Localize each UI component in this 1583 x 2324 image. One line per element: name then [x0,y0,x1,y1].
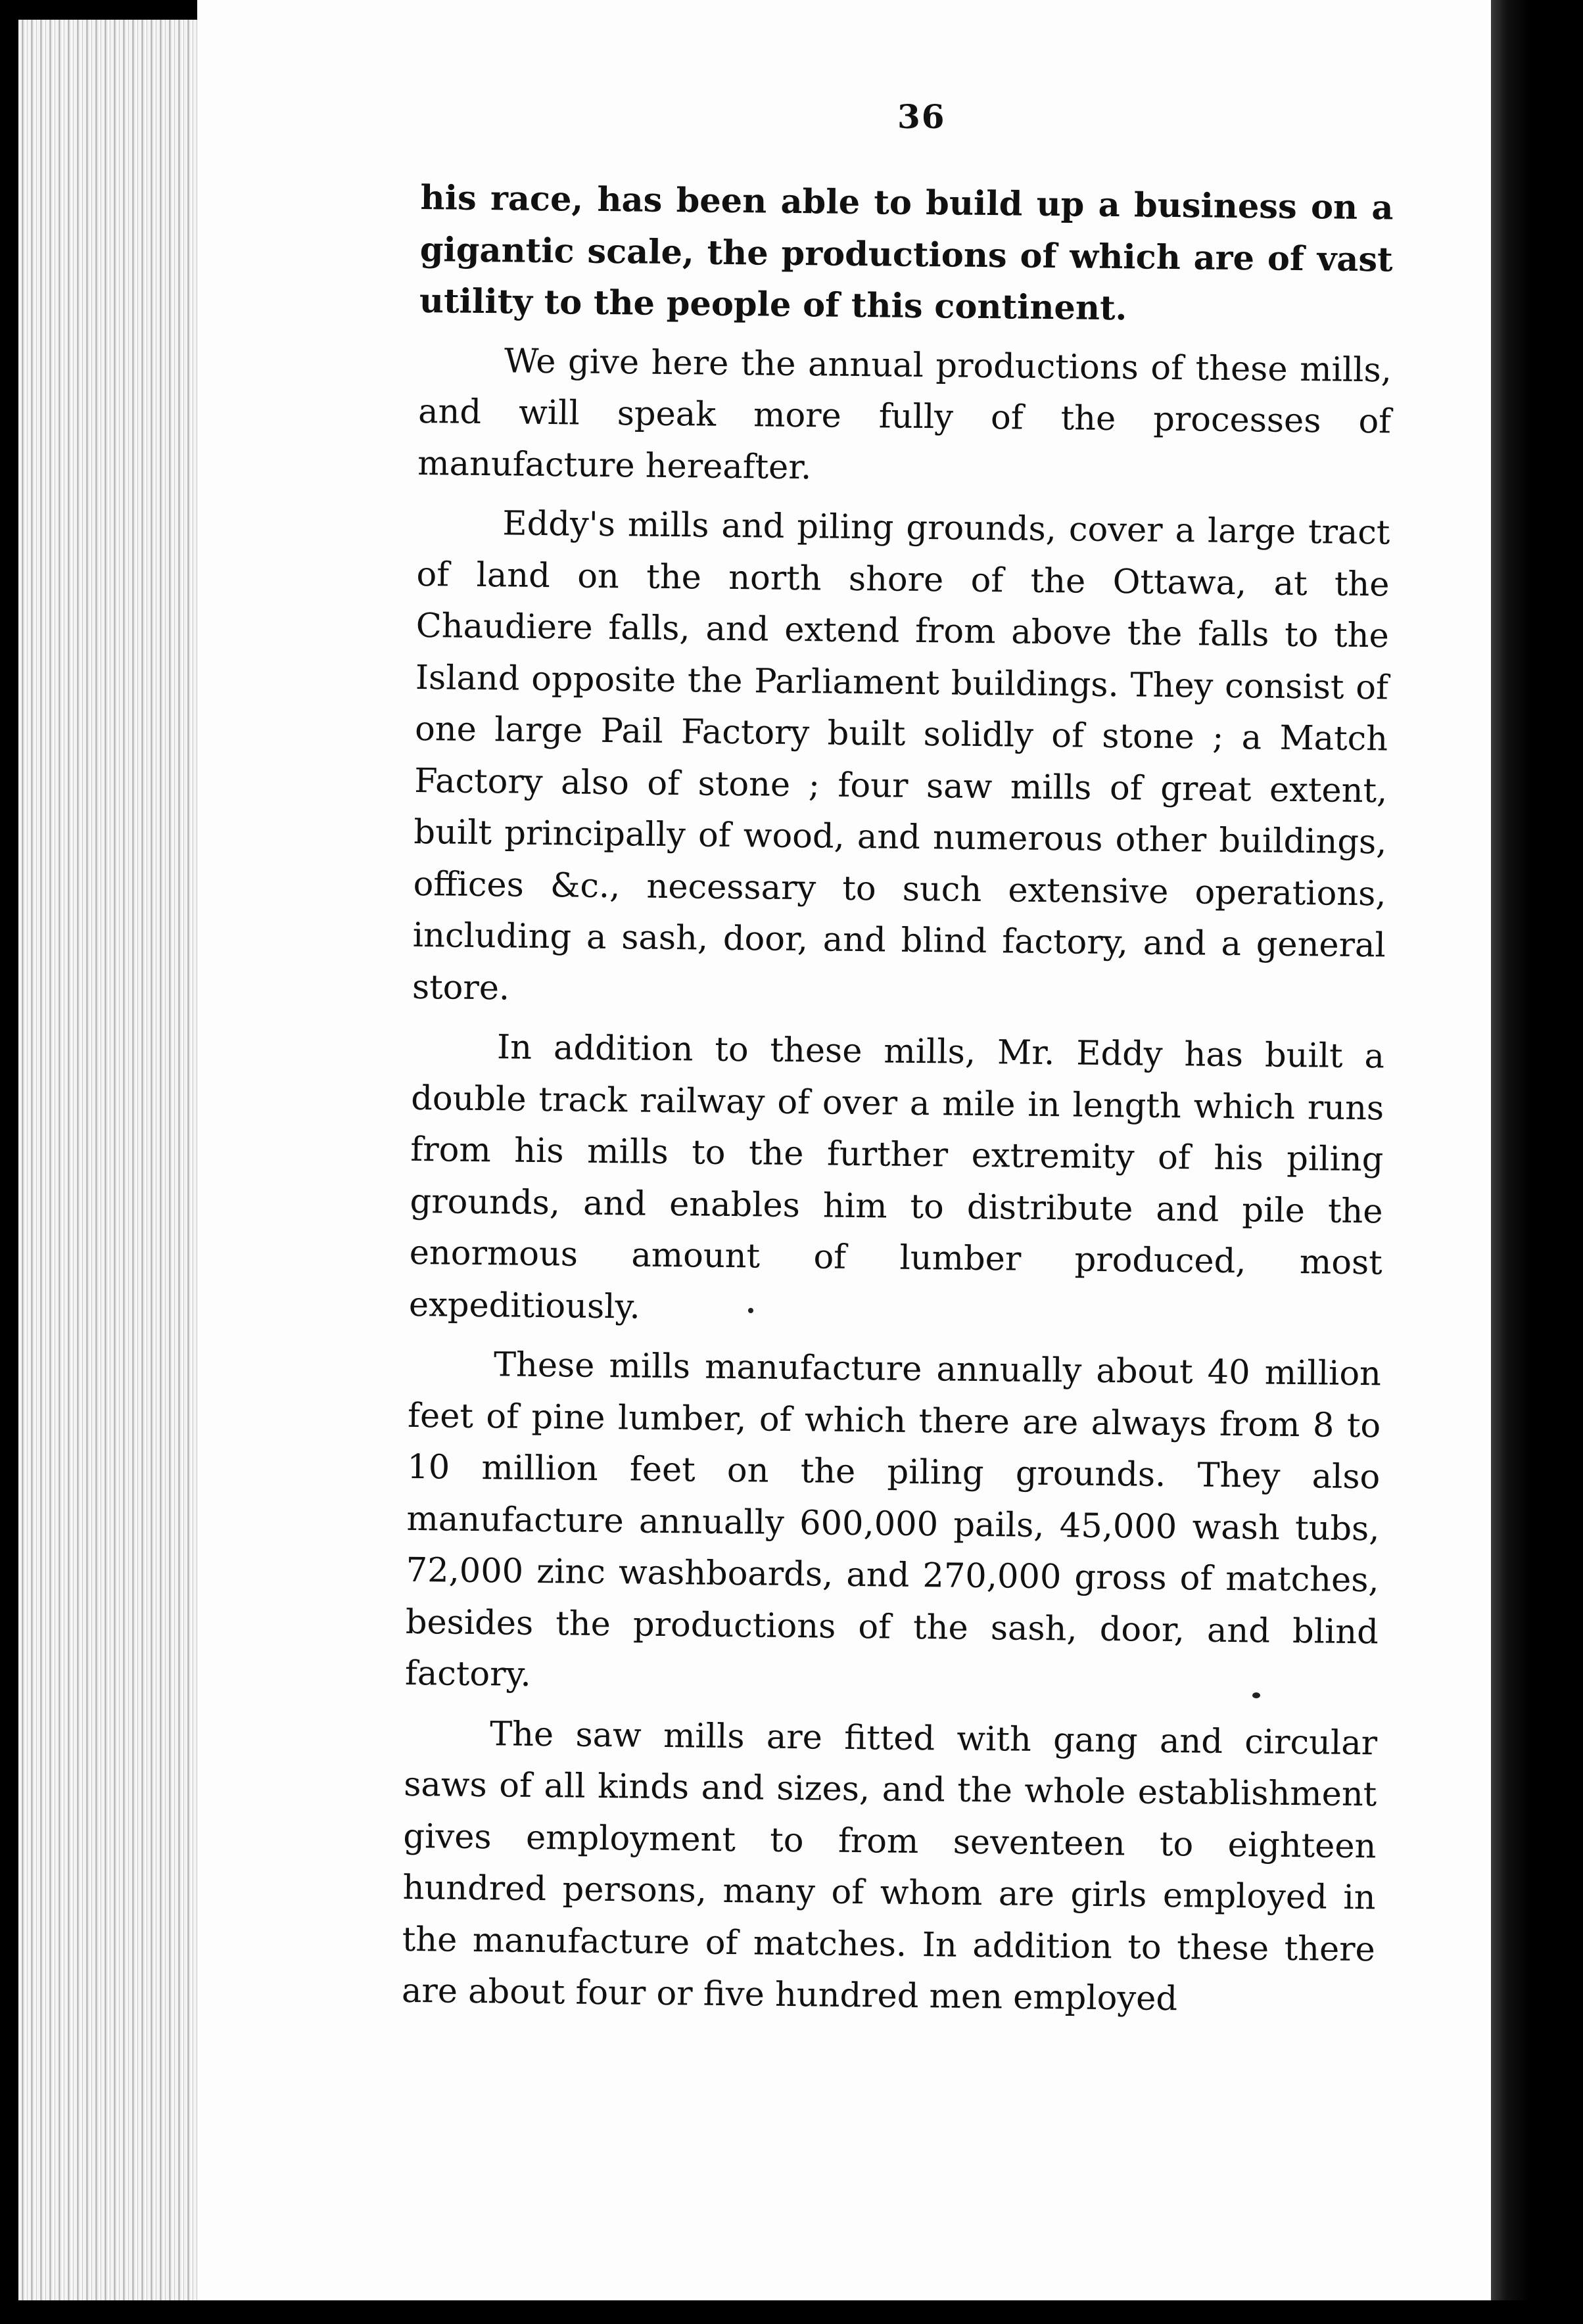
paragraph: his race, has been able to build up a business on a gigantic scale, the productions of which are of vast utility to the people of this continent. [419,177,1394,329]
body-text [401,172,1393,2035]
ink-speck [1252,1692,1260,1698]
scan-border [0,2300,1583,2324]
paragraph: Eddy's mills and piling grounds, cover a large tract of land on the north shore of the Ottawa, at the Chaudiere falls, and extend from above the falls to the Island opposite the Parliament buildings. They consist of one large Pail Factory built solidly of stone ; a Match Factory also of stone ; four saw mills of great extent, built principally of wood, and numerous other buildings, offices &c., necessary to such extensive operations, including a sash, door, and blind factory, and a general store. [412,504,1390,1008]
page-number: 36 [897,97,946,136]
paragraph: In addition to these mills, Mr. Eddy has built a double track railway of over a mile in length which runs from his mills to the further extremity of his piling grounds, and enables him to distribute and pile the enormous amount of lumber produced, most expeditiously. [408,1028,1385,1327]
paragraph: The saw mills are fitted with gang and circular saws of all kinds and sizes, and the whole establishment gives employment to from seventeen to eighteen hundred persons, many of whom are girls employed in the manufacture of matches. In addition to these there are about four or five hundred men employed [401,1714,1378,2019]
ink-speck [748,1308,753,1313]
book-spine [1491,0,1530,2324]
page-edges [18,20,202,2300]
paragraph: We give here the annual productions of these mills, and will speak more fully of the processes of manufacture hereafter. [417,341,1392,487]
paragraph: These mills manufacture annually about 40 million feet of pine lumber, of which there are always from 8 to 10 million feet on the piling grounds. They also manufacture annually 600,000 pails, 45,000 wash tubs, 72,000 zinc washboards, and 270,000 gross of matches, besides the productions of the sash, door, and blind factory. [404,1345,1382,1694]
